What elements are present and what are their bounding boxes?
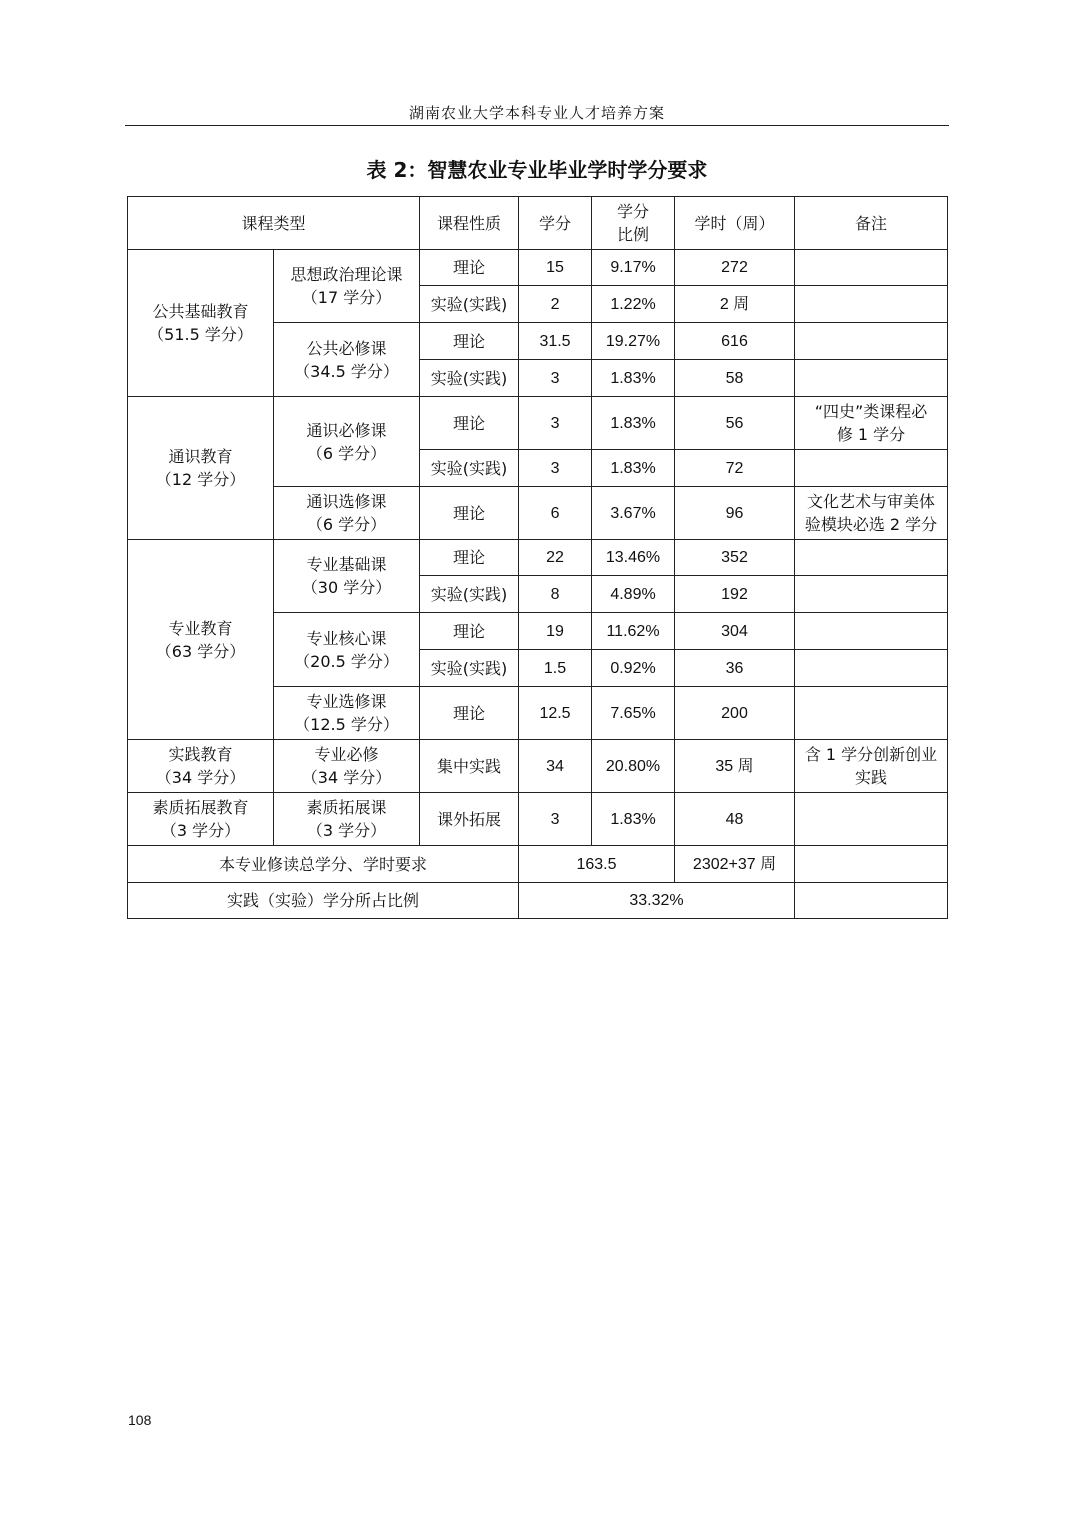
sub-quality-course-line1: 素质拓展课 bbox=[306, 798, 387, 817]
remark-line1: “四史”类课程必 bbox=[814, 402, 928, 421]
sub-quality-course-line2: （3 学分） bbox=[306, 821, 387, 840]
header-ratio-line2: 比例 bbox=[617, 225, 650, 244]
cell-credits: 3 bbox=[519, 793, 592, 846]
cell-ratio: 11.62% bbox=[592, 613, 675, 650]
remark-line1: 含 1 学分创新创业 bbox=[804, 745, 938, 764]
cell-ratio: 20.80% bbox=[592, 740, 675, 793]
cell-ratio: 3.67% bbox=[592, 487, 675, 540]
cell-credits: 6 bbox=[519, 487, 592, 540]
sub-practice-required-line2: （34 学分） bbox=[301, 768, 392, 787]
cell-ratio: 1.22% bbox=[592, 286, 675, 323]
cell-remark bbox=[795, 540, 948, 576]
group-quality bbox=[128, 793, 274, 846]
cell-nature: 课外拓展 bbox=[420, 793, 519, 846]
cell-ratio: 1.83% bbox=[592, 450, 675, 487]
cell-remark bbox=[795, 576, 948, 613]
sub-politics-line1: 思想政治理论课 bbox=[290, 265, 403, 284]
cell-ratio: 0.92% bbox=[592, 650, 675, 687]
practice-ratio-value: 33.32% bbox=[519, 883, 795, 919]
group-quality-line1: 素质拓展教育 bbox=[152, 798, 249, 817]
cell-hours: 304 bbox=[675, 613, 795, 650]
cell-nature: 实验(实践) bbox=[420, 286, 519, 323]
sub-general-required-line2: （6 学分） bbox=[306, 443, 387, 463]
cell-nature: 集中实践 bbox=[420, 740, 519, 793]
table-row bbox=[128, 397, 948, 450]
group-practice-line1: 实践教育 bbox=[168, 745, 233, 764]
totals-remark bbox=[795, 846, 948, 883]
cell-hours: 616 bbox=[675, 323, 795, 360]
table-row bbox=[128, 540, 948, 576]
table-row bbox=[128, 793, 948, 846]
sub-practice-required-line1: 专业必修 bbox=[314, 745, 379, 764]
cell-ratio: 4.89% bbox=[592, 576, 675, 613]
header-rule bbox=[125, 125, 949, 126]
sub-general-required-line1: 通识必修课 bbox=[306, 420, 387, 440]
running-header: 湖南农业大学本科专业人才培养方案 bbox=[408, 104, 665, 122]
sub-practice-required bbox=[274, 740, 420, 793]
cell-credits: 19 bbox=[519, 613, 592, 650]
cell-credits: 8 bbox=[519, 576, 592, 613]
cell-hours: 2 周 bbox=[675, 286, 795, 323]
sub-major-core bbox=[274, 613, 420, 687]
totals-hours: 2302+37 周 bbox=[675, 846, 795, 883]
sub-politics bbox=[274, 250, 420, 323]
sub-major-basic-line1: 专业基础课 bbox=[306, 555, 387, 574]
cell-remark bbox=[795, 793, 948, 846]
credits-table bbox=[127, 196, 948, 919]
sub-general-required bbox=[274, 397, 420, 487]
group-practice bbox=[128, 740, 274, 793]
cell-credits: 1.5 bbox=[519, 650, 592, 687]
practice-ratio-label: 实践（实验）学分所占比例 bbox=[128, 883, 519, 919]
cell-credits: 34 bbox=[519, 740, 592, 793]
cell-nature: 实验(实践) bbox=[420, 576, 519, 613]
header-credits: 学分 bbox=[519, 197, 592, 250]
cell-credits: 22 bbox=[519, 540, 592, 576]
remark-line2: 验模块必选 2 学分 bbox=[804, 515, 938, 534]
cell-ratio: 1.83% bbox=[592, 360, 675, 397]
cell-ratio: 1.83% bbox=[592, 397, 675, 450]
cell-remark bbox=[795, 450, 948, 487]
cell-nature: 实验(实践) bbox=[420, 360, 519, 397]
cell-nature: 理论 bbox=[420, 687, 519, 740]
group-public-line1: 公共基础教育 bbox=[152, 302, 249, 321]
group-practice-line2: （34 学分） bbox=[155, 768, 246, 787]
table-title: 表 2：智慧农业专业毕业学时学分要求 bbox=[366, 158, 708, 182]
cell-remark bbox=[795, 740, 948, 793]
cell-hours: 56 bbox=[675, 397, 795, 450]
cell-remark bbox=[795, 613, 948, 650]
table-row bbox=[128, 250, 948, 286]
remark-line1: 文化艺术与审美体 bbox=[807, 492, 936, 511]
cell-remark bbox=[795, 323, 948, 360]
cell-remark bbox=[795, 360, 948, 397]
cell-hours: 352 bbox=[675, 540, 795, 576]
group-public bbox=[128, 250, 274, 397]
cell-hours: 192 bbox=[675, 576, 795, 613]
cell-credits: 2 bbox=[519, 286, 592, 323]
group-major-line1: 专业教育 bbox=[168, 618, 233, 638]
sub-general-elective-line2: （6 学分） bbox=[306, 515, 387, 534]
cell-ratio: 19.27% bbox=[592, 323, 675, 360]
cell-remark bbox=[795, 250, 948, 286]
group-public-line2: （51.5 学分） bbox=[148, 325, 253, 344]
header-hours: 学时（周） bbox=[675, 197, 795, 250]
cell-nature: 理论 bbox=[420, 250, 519, 286]
cell-hours: 36 bbox=[675, 650, 795, 687]
group-general-line1: 通识教育 bbox=[168, 447, 233, 466]
cell-remark bbox=[795, 397, 948, 450]
group-major-line2: （63 学分） bbox=[155, 641, 246, 661]
cell-nature: 实验(实践) bbox=[420, 650, 519, 687]
cell-nature: 理论 bbox=[420, 323, 519, 360]
cell-ratio: 1.83% bbox=[592, 793, 675, 846]
cell-ratio: 7.65% bbox=[592, 687, 675, 740]
header-remarks: 备注 bbox=[795, 197, 948, 250]
practice-ratio-row bbox=[128, 883, 948, 919]
cell-nature: 实验(实践) bbox=[420, 450, 519, 487]
cell-nature: 理论 bbox=[420, 397, 519, 450]
cell-credits: 31.5 bbox=[519, 323, 592, 360]
cell-credits: 3 bbox=[519, 450, 592, 487]
cell-hours: 35 周 bbox=[675, 740, 795, 793]
group-quality-line2: （3 学分） bbox=[160, 821, 241, 840]
table-row bbox=[128, 740, 948, 793]
sub-general-elective-line1: 通识选修课 bbox=[306, 492, 387, 511]
sub-quality-course bbox=[274, 793, 420, 846]
cell-hours: 200 bbox=[675, 687, 795, 740]
header-ratio-line1: 学分 bbox=[617, 202, 650, 221]
totals-credits: 163.5 bbox=[519, 846, 675, 883]
cell-nature: 理论 bbox=[420, 540, 519, 576]
sub-major-core-line1: 专业核心课 bbox=[306, 628, 387, 648]
sub-public-required-line2: （34.5 学分） bbox=[294, 361, 399, 381]
sub-general-elective bbox=[274, 487, 420, 540]
cell-hours: 58 bbox=[675, 360, 795, 397]
group-general-line2: （12 学分） bbox=[155, 470, 246, 489]
totals-row bbox=[128, 846, 948, 883]
page-number: 108 bbox=[128, 1412, 152, 1428]
remark-line2: 修 1 学分 bbox=[836, 425, 906, 444]
sub-major-elective bbox=[274, 687, 420, 740]
cell-hours: 48 bbox=[675, 793, 795, 846]
practice-ratio-remark bbox=[795, 883, 948, 919]
sub-major-elective-line1: 专业选修课 bbox=[306, 692, 387, 711]
cell-nature: 理论 bbox=[420, 487, 519, 540]
cell-remark bbox=[795, 687, 948, 740]
sub-major-elective-line2: （12.5 学分） bbox=[294, 715, 399, 734]
totals-label: 本专业修读总学分、学时要求 bbox=[128, 846, 519, 883]
cell-ratio: 9.17% bbox=[592, 250, 675, 286]
header-category: 课程类型 bbox=[128, 197, 420, 250]
cell-credits: 3 bbox=[519, 397, 592, 450]
header-ratio bbox=[592, 197, 675, 250]
cell-ratio: 13.46% bbox=[592, 540, 675, 576]
sub-public-required bbox=[274, 323, 420, 397]
table-header-row bbox=[128, 197, 948, 250]
cell-hours: 272 bbox=[675, 250, 795, 286]
sub-politics-line2: （17 学分） bbox=[301, 288, 392, 307]
cell-nature: 理论 bbox=[420, 613, 519, 650]
sub-public-required-line1: 公共必修课 bbox=[306, 338, 387, 358]
group-major bbox=[128, 540, 274, 740]
header-nature: 课程性质 bbox=[420, 197, 519, 250]
cell-credits: 15 bbox=[519, 250, 592, 286]
cell-remark bbox=[795, 286, 948, 323]
cell-hours: 96 bbox=[675, 487, 795, 540]
sub-major-basic-line2: （30 学分） bbox=[301, 578, 392, 597]
sub-major-basic bbox=[274, 540, 420, 613]
cell-remark bbox=[795, 487, 948, 540]
cell-hours: 72 bbox=[675, 450, 795, 487]
sub-major-core-line2: （20.5 学分） bbox=[294, 651, 399, 671]
cell-credits: 3 bbox=[519, 360, 592, 397]
cell-credits: 12.5 bbox=[519, 687, 592, 740]
group-general bbox=[128, 397, 274, 540]
cell-remark bbox=[795, 650, 948, 687]
remark-line2: 实践 bbox=[855, 768, 888, 787]
